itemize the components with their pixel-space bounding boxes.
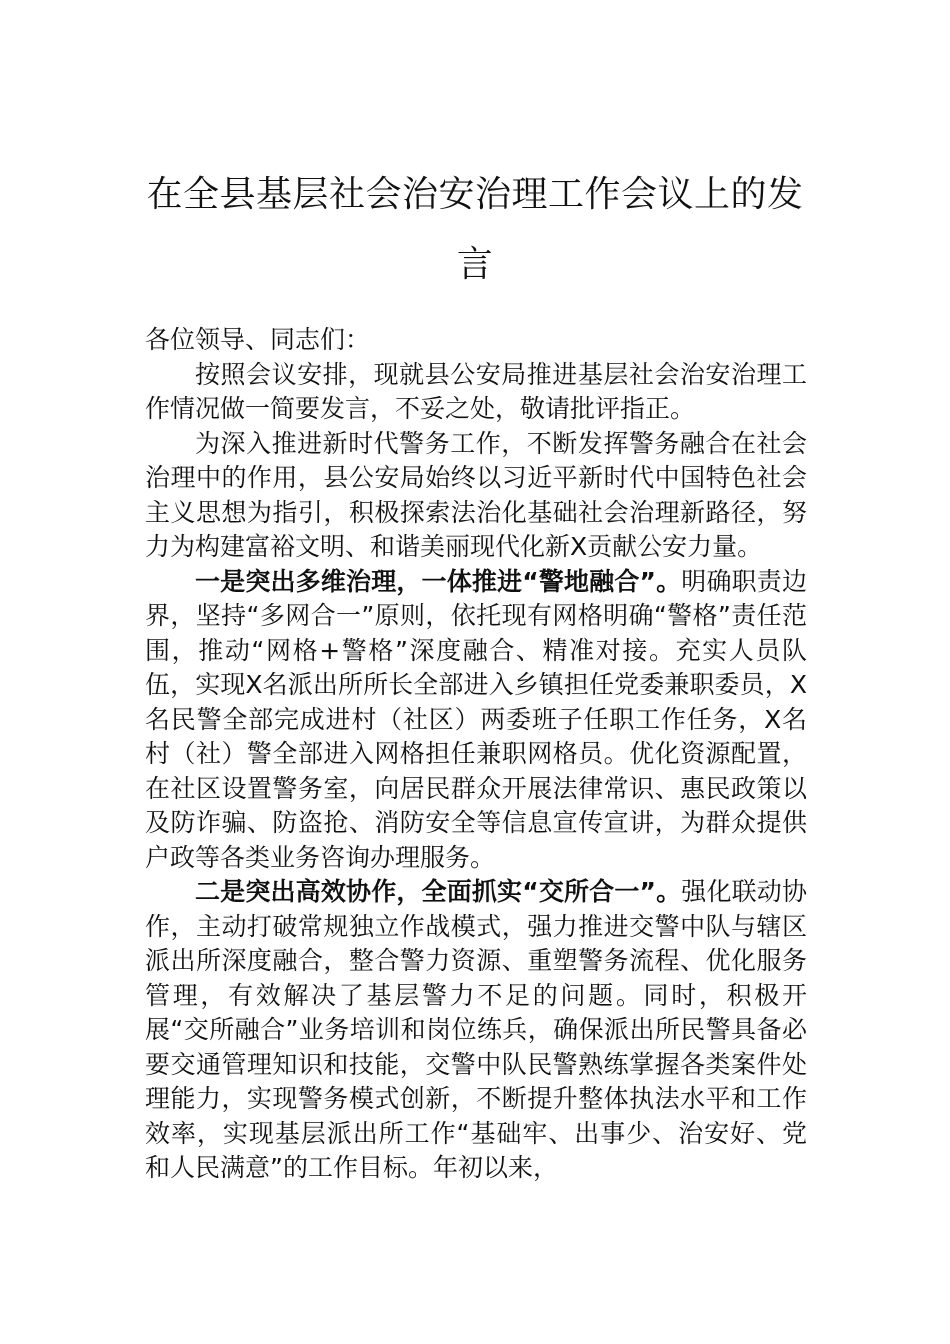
paragraph-lead: 一是突出多维治理，一体推进“警地融合”。 <box>195 566 682 596</box>
paragraph-lead: 二是突出高效协作，全面抓实“交所合一”。 <box>195 877 682 906</box>
paragraph-background <box>145 427 807 565</box>
salutation: 各位领导、同志们： <box>145 325 371 354</box>
document-body <box>145 323 807 1186</box>
document-title: 在全县基层社会治安治理工作会议上的发言 <box>146 174 804 285</box>
paragraph-text: 为深入推进新时代警务工作，不断发挥警务融合在社会治理中的作用，县公安局始终以习近平新时代中国特色社会主义思想为指引，积极探索法治化基础社会治理新路径，努力为构建富裕文明、和谐美丽现代化新X贡献公安力量。 <box>145 428 807 561</box>
paragraph-point-one <box>145 565 807 876</box>
paragraph-text: 明确职责边界，坚持“多网合一”原则，依托现有网格明确“警格”责任范围，推动“网格+警格”深度融合、精准对接。充实人员队伍，实现X名派出所所长全部进入乡镇担任党委兼职委员，X名民警全部完成进村（社区）两委班子任职工作任务，X名村（社）警全部进入网格担任兼职网格员。优化资源配置，在社区设置警务室，向居民群众开展法律常识、惠民政策以及防诈骗、防盗抢、消防安全等信息宣传宣讲，为群众提供户政等各类业务咨询办理服务。 <box>145 566 807 872</box>
paragraph-point-two <box>145 875 807 1186</box>
paragraph-text: 按照会议安排，现就县公安局推进基层社会治安治理工作情况做一简要发言，不妥之处，敬请批评指正。 <box>145 359 807 423</box>
paragraph-intro <box>145 358 807 427</box>
paragraph-text: 强化联动协作，主动打破常规独立作战模式，强力推进交警中队与辖区派出所深度融合，整合警力资源、重塑警务流程、优化服务管理，有效解决了基层警力不足的问题。同时，积极开展“交所融合”业务培训和岗位练兵，确保派出所民警具备必要交通管理知识和技能，交警中队民警熟练掌握各类案件处理能力，实现警务模式创新，不断提升整体执法水平和工作效率，实现基层派出所工作“基础牢、出事少、治安好、党和人民满意”的工作目标。年初以来， <box>145 877 807 1182</box>
